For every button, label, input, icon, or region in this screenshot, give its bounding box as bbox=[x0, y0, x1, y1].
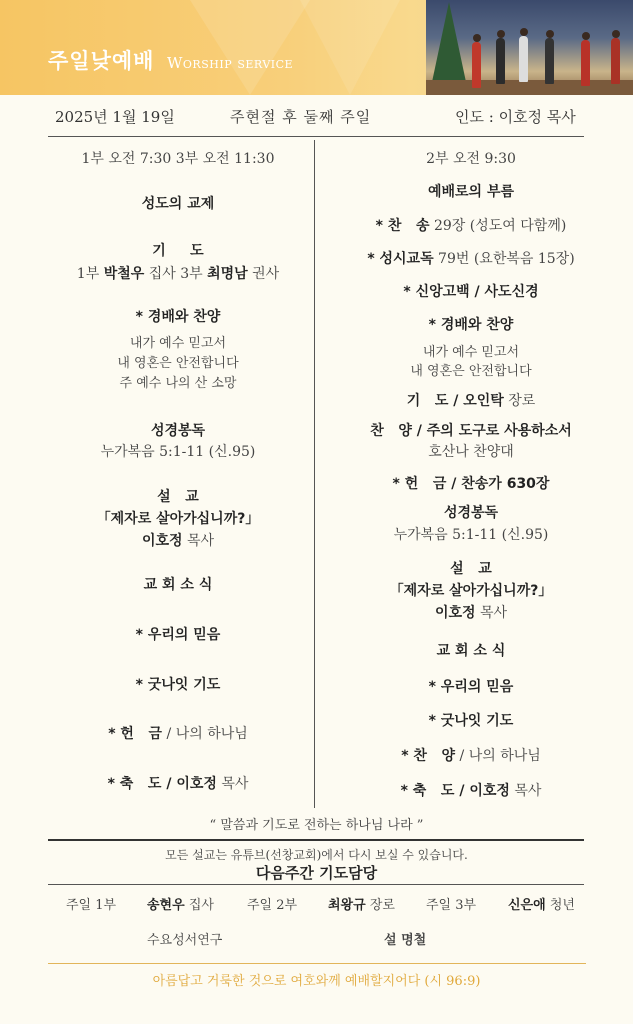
left-goodnight-prayer: * 굿나잇 기도 bbox=[135, 677, 221, 693]
right-choir-group: 호산나 찬양대 bbox=[428, 444, 514, 460]
right-prayer: 기 도 / 오인탁 장로 bbox=[406, 393, 536, 409]
christmas-tree-graphic bbox=[432, 2, 466, 82]
left-worship-song-3: 주 예수 나의 산 소망 bbox=[119, 376, 237, 391]
right-worship-song-2: 내 영혼은 안전합니다 bbox=[410, 364, 532, 379]
next-week-title: 다음주간 기도담당 bbox=[255, 864, 378, 882]
left-service-times: 1부 오전 7:30 3부 오전 11:30 bbox=[81, 151, 275, 167]
header-banner bbox=[0, 0, 633, 95]
right-worship-song-1: 내가 예수 믿고서 bbox=[422, 345, 520, 360]
right-responsive-reading: * 성시교독 79번 (요한복음 15장) bbox=[367, 251, 575, 267]
duty-person-3: 신은애 청년 bbox=[508, 898, 575, 913]
right-benediction: * 축 도 / 이호정 목사 bbox=[400, 783, 542, 799]
singer-figure bbox=[472, 42, 481, 88]
church-motto: “ 말씀과 기도로 전하는 하나님 나라 ” bbox=[209, 818, 424, 833]
duty-label-3: 주일 3부 bbox=[426, 898, 477, 913]
service-info bbox=[0, 106, 633, 126]
left-benediction: * 축 도 / 이호정 목사 bbox=[107, 776, 249, 792]
singer-figure bbox=[581, 40, 590, 86]
left-reading-text: 누가복음 5:1-11 (신.95) bbox=[100, 444, 256, 460]
right-choir: 찬 양 / 주의 도구로 사용하소서 bbox=[370, 423, 572, 439]
service-leader: 인도 : 이호정 목사 bbox=[455, 108, 576, 126]
singer-figure bbox=[519, 36, 528, 82]
right-service-times: 2부 오전 9:30 bbox=[426, 151, 516, 167]
left-reading-title: 성경봉독 bbox=[150, 423, 206, 439]
divider bbox=[48, 839, 584, 841]
right-church-news: 교 회 소 식 bbox=[436, 643, 506, 659]
left-sermon-title: 설 교 bbox=[157, 489, 199, 505]
left-worship-title: * 경배와 찬양 bbox=[135, 309, 221, 325]
right-offering: * 헌 금 / 찬송가 630장 bbox=[392, 476, 550, 492]
liturgical-season: 주현절 후 둘째 주일 bbox=[230, 108, 372, 126]
left-fellowship: 성도의 교제 bbox=[141, 196, 215, 212]
right-praise: * 찬 양 / 나의 하나님 bbox=[401, 748, 541, 764]
right-reading-text: 누가복음 5:1-11 (신.95) bbox=[393, 527, 549, 543]
youtube-notice: 모든 설교는 유튜브(선창교회)에서 다시 보실 수 있습니다. bbox=[165, 848, 468, 862]
left-church-news: 교 회 소 식 bbox=[143, 577, 213, 593]
singer-figure bbox=[611, 38, 620, 84]
right-worship-title: * 경배와 찬양 bbox=[428, 317, 514, 333]
duty-label-2: 주일 2부 bbox=[247, 898, 298, 913]
right-confession: * 신앙고백 / 사도신경 bbox=[403, 284, 539, 300]
left-worship-song-1: 내가 예수 믿고서 bbox=[129, 336, 227, 351]
right-preacher: 이호정 목사 bbox=[434, 605, 508, 621]
right-reading-title: 성경봉독 bbox=[443, 505, 499, 521]
right-sermon-title: 설 교 bbox=[450, 561, 492, 577]
left-sermon-text: 「제자로 살아가십니까?」 bbox=[96, 511, 260, 527]
right-goodnight-prayer: * 굿나잇 기도 bbox=[428, 713, 514, 729]
right-sermon-text: 「제자로 살아가십니까?」 bbox=[389, 583, 553, 599]
singer-figure bbox=[496, 38, 505, 84]
right-creed: * 우리의 믿음 bbox=[428, 679, 514, 695]
right-hymn: * 찬 송 29장 (성도여 다함께) bbox=[375, 218, 567, 234]
duty-label-1: 주일 1부 bbox=[66, 898, 117, 913]
singer-figure bbox=[545, 38, 554, 84]
header-subtitle: Worship service bbox=[167, 54, 294, 72]
left-worship-song-2: 내 영혼은 안전합니다 bbox=[117, 356, 239, 371]
header-title: 주일낮예배 bbox=[48, 49, 155, 73]
service-date: 2025년 1월 19일 bbox=[55, 108, 175, 126]
divider bbox=[48, 136, 584, 137]
duty-person-1: 송현우 집사 bbox=[147, 898, 214, 913]
duty-person-2: 최왕규 장로 bbox=[328, 898, 395, 913]
right-call-to-worship: 예배로의 부름 bbox=[427, 184, 515, 200]
divider bbox=[48, 884, 584, 885]
footer-verse: 아름답고 거룩한 것으로 여호와께 예배할지어다 (시 96:9) bbox=[152, 974, 481, 989]
left-offering: * 헌 금 / 나의 하나님 bbox=[108, 726, 248, 742]
left-prayer-title: 기 도 bbox=[152, 243, 204, 259]
left-preacher: 이호정 목사 bbox=[141, 533, 215, 549]
left-creed: * 우리의 믿음 bbox=[135, 627, 221, 643]
left-prayer-line: 1부 박철우 집사 3부 최명남 권사 bbox=[76, 266, 280, 282]
wednesday-person: 설 명철 bbox=[384, 933, 427, 948]
footer-divider bbox=[48, 963, 586, 964]
wednesday-label: 수요성서연구 bbox=[147, 933, 223, 948]
